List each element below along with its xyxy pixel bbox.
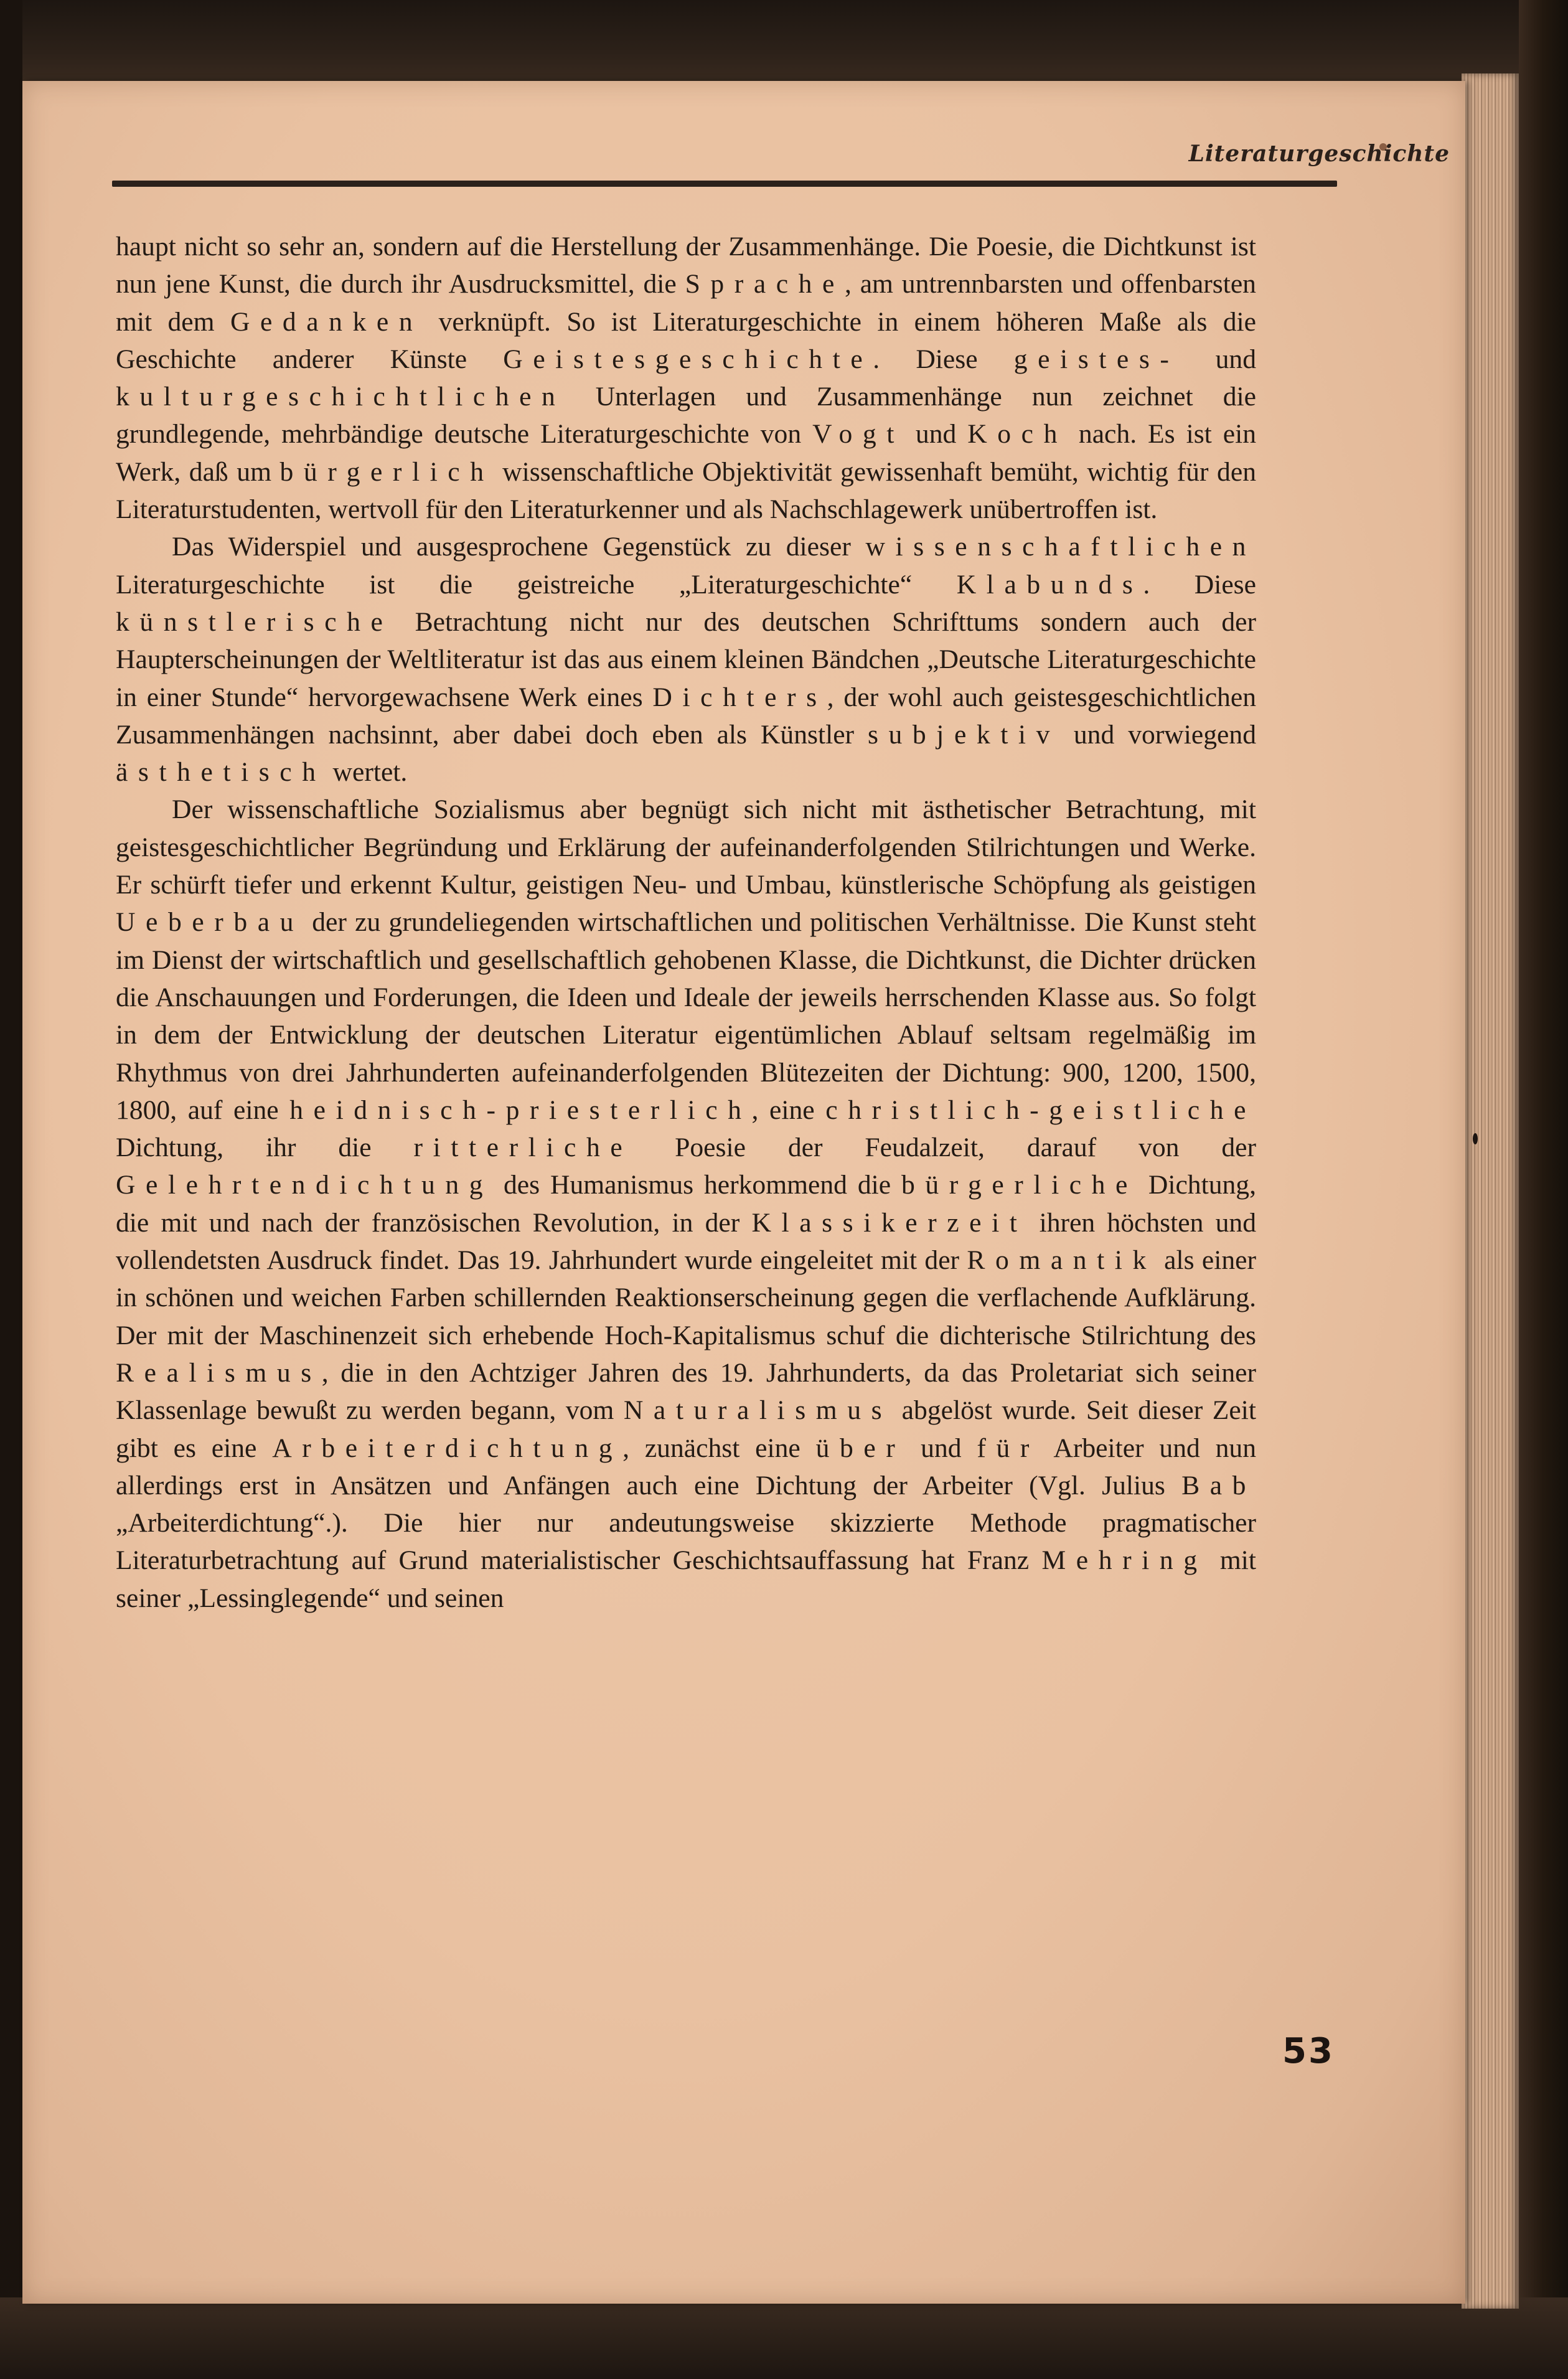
text-run: Dichtung, ihr die [116, 1133, 414, 1163]
scan-background-right [1519, 0, 1568, 2379]
paragraph-1 [116, 228, 1256, 528]
spaced-emphasis: für [977, 1433, 1040, 1463]
text-run: nach. Es ist ein Werk, daß um [116, 419, 1257, 487]
text-run: verknüpft. So ist Literaturgeschichte in einem höheren Maße als die Geschichte anderer Künste [116, 306, 1256, 374]
text-run: Das Widerspiel und ausgesprochene Gegenstück zu dieser [172, 532, 866, 562]
text-run: Der wissenschaftliche Sozialismus aber begnügt sich nicht mit ästhetischer Betrachtung, mit geistesgeschichtlicher Begründung und Erklärung der aufeinanderfolgenden Stilrichtungen und Werke. Er schürft tiefer und erkennt Kultur, geistigen Neu- und Umbau, künstlerische Schöpfung als geistigen [116, 794, 1256, 900]
text-run: , am untrennbarsten und offenbarsten mit dem [116, 269, 1256, 337]
scan-background-bottom [0, 2297, 1568, 2379]
text-run: und [905, 1433, 977, 1463]
spaced-emphasis: bürgerlich [279, 456, 494, 487]
text-run: Unterlagen und Zusammenhänge nun zeichnet die grundlegende, mehrbändige deutsche Literaturgeschichte von [116, 382, 1256, 450]
text-run: und [904, 419, 968, 450]
scan-background-top [0, 0, 1568, 87]
text-run: abgelöst wurde. Seit dieser Zeit gibt es eine [116, 1395, 1257, 1463]
paragraph-2 [116, 528, 1256, 791]
spaced-emphasis: Geistesgeschichte [503, 344, 873, 374]
spaced-emphasis: Klabunds [956, 569, 1143, 600]
body-text [116, 228, 1256, 1617]
text-run: , die in den Achtziger Jahren des 19. Jahrhunderts, da das Proletariat sich seiner Klassenlage bewußt zu werden begann, vom [116, 1357, 1256, 1426]
text-run: , zunächst eine [622, 1433, 816, 1463]
spaced-emphasis: heidnisch-priesterlich [289, 1095, 752, 1125]
text-run: Betrachtung nicht nur des deutschen Schrifttums sondern auch der Haupterscheinungen der Weltliteratur ist das aus einem kleinen Bändchen „Deutsche Literaturgeschichte in einer Stunde“ hervorgewachsene Werk eines [116, 606, 1256, 712]
spaced-emphasis: Realismus [116, 1357, 322, 1388]
text-run: . Diese [873, 344, 1014, 374]
spaced-emphasis: Vogt [812, 419, 904, 450]
spaced-emphasis: Gelehrtendichtung [116, 1170, 494, 1200]
text-run: mit seiner „Lessinglegende“ und seinen [116, 1545, 1257, 1613]
spaced-emphasis: Arbeiterdichtung [272, 1433, 623, 1463]
spaced-emphasis: ritterliche [413, 1133, 633, 1163]
spaced-emphasis: Naturalismus [623, 1395, 893, 1426]
spaced-emphasis: Mehring [1041, 1545, 1208, 1576]
book-page-edges [1462, 73, 1519, 2309]
spaced-emphasis: christlich-geistliche [825, 1095, 1256, 1125]
spaced-emphasis: bürgerliche [901, 1170, 1138, 1200]
spaced-emphasis: Koch [967, 419, 1068, 450]
text-run: , der wohl auch geistesgeschichtlichen Zusammenhängen nachsinnt, aber dabei doch eben als Künstler [116, 682, 1256, 750]
spaced-emphasis: subjektiv [868, 719, 1060, 750]
text-run: , eine [751, 1095, 826, 1125]
spaced-emphasis: kulturgeschichtlichen [116, 382, 566, 412]
text-run: haupt nicht so sehr an, sondern auf die Herstellung der Zusammenhänge. Die Poesie, die Dichtkunst ist nun jene Kunst, die durch ihr Ausdrucksmittel, die [116, 232, 1256, 299]
spaced-emphasis: Klassikerzeit [751, 1207, 1028, 1238]
text-run: als einer in schönen und weichen Farben schillernden Reaktionserscheinung gegen die verflachende Aufklärung. Der mit der Maschinenzeit sich erhebende Hoch-Kapitalismus schuf die dichterische Stilrichtung des [116, 1245, 1256, 1350]
text-run: und vorwiegend [1059, 719, 1256, 750]
text-run: ihren höchsten und vollendetsten Ausdruck findet. Das 19. Jahrhundert wurde eingeleitet mit der [116, 1207, 1256, 1276]
text-run: „Arbeiterdichtung“.). Die hier nur andeutungsweise skizzierte Methode pragmatischer Literaturbetrachtung auf Grund materialistischer Geschichtsauffassung hat Franz [116, 1508, 1256, 1576]
paper-mark [1473, 1133, 1478, 1144]
text-run: der zu grundeliegenden wirtschaftlichen und politischen Verhältnisse. Die Kunst steht im Dienst der wirtschaftlich und gesellschaftlich gehobenen Klasse, die Dichtkunst, die Dichter drücken die Anschauungen und Forderungen, die Ideen und Ideale der jeweils herrschenden Klasse aus. So folgt in dem der Entwicklung der deutschen Literatur eigentümlichen Ablauf seltsam regelmäßig im Rhythmus von drei Jahrhunderten aufeinanderfolgenden Blütezeiten der Dichtung: 900, 1200, 1500, 1800, auf eine [116, 907, 1256, 1125]
spaced-emphasis: Ueberbau [116, 907, 304, 938]
spaced-emphasis: Sprache [685, 269, 845, 299]
text-run: Poesie der Feudalzeit, darauf von der [632, 1133, 1256, 1163]
spaced-emphasis: Dichters [652, 682, 827, 712]
text-run: des Humanismus herkommend die [493, 1170, 901, 1200]
scan-background-left [0, 0, 22, 2379]
header-rule [112, 181, 1337, 187]
text-run: Arbeiter und nun allerdings erst in Ansätzen und Anfängen auch eine Dichtung der Arbeiter (Vgl. Julius [116, 1433, 1257, 1500]
text-run: Dichtung, die mit und nach der französischen Revolution, in der [116, 1170, 1256, 1238]
spaced-emphasis: künstlerische [116, 606, 393, 637]
text-run: Literaturgeschichte ist die geistreiche „Literaturgeschichte“ [116, 569, 957, 600]
text-run: wissenschaftliche Objektivität gewissenhaft bemüht, wichtig für den Literaturstudenten, wertvoll für den Literaturkenner und als Nachschlagewerk unübertroffen ist. [116, 456, 1256, 525]
paragraph-3 [116, 791, 1256, 1617]
text-run: . Diese [1143, 569, 1256, 600]
page-number: 53 [1282, 2031, 1335, 2071]
spaced-emphasis: geistes- [1013, 344, 1180, 374]
spaced-emphasis: über [815, 1433, 906, 1463]
spaced-emphasis: wissenschaftlichen [865, 532, 1256, 562]
text-run: wertet. [326, 757, 408, 788]
running-head: Literaturgeschichte [1188, 141, 1450, 167]
spaced-emphasis: Romantik [967, 1245, 1157, 1276]
spaced-emphasis: Gedanken [230, 306, 423, 337]
spaced-emphasis: Bab [1181, 1470, 1256, 1500]
text-run: und [1179, 344, 1256, 374]
spaced-emphasis: ästhetisch [116, 757, 326, 788]
